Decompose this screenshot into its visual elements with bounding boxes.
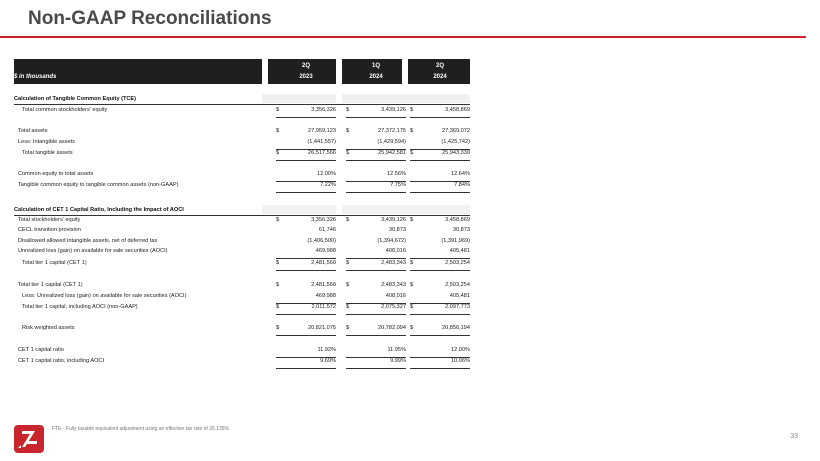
table-cell (410, 325, 470, 336)
cell-value: 2,483,343 (381, 260, 406, 266)
table-cell (346, 238, 406, 248)
cell-value: 7.22% (320, 182, 336, 188)
currency-symbol: $ (346, 282, 350, 288)
cell-value: 405,481 (449, 248, 470, 254)
table-cell (276, 107, 336, 118)
cell-value: (1,391,969) (441, 238, 470, 244)
row-label: Disallowed allowed intangible assets, net of deferred tax (18, 238, 158, 244)
currency-symbol: $ (346, 325, 350, 331)
cell-value: (1,406,500) (307, 238, 336, 244)
column-quarter: 1Q (371, 63, 380, 69)
currency-symbol: $ (346, 304, 350, 310)
cell-value: 2,481,560 (311, 282, 336, 288)
column-year: 2024 (369, 74, 383, 80)
cell-value: 2,483,343 (381, 282, 406, 288)
table-cell (346, 107, 406, 118)
table-cell (276, 248, 336, 259)
currency-symbol: $ (276, 260, 280, 266)
table-cell (346, 150, 406, 161)
table-cell (410, 304, 470, 315)
table-cell (276, 171, 336, 182)
cell-value: (1,441,557) (307, 139, 336, 145)
footnote: FTE - Fully taxable equivalent adjustment using an effective tax rate of 26.135% (52, 426, 229, 432)
cell-value: 408,016 (385, 248, 406, 254)
table-cell (410, 139, 470, 150)
row-label: CECL transition provision (18, 227, 81, 233)
table-cell (410, 293, 470, 304)
table-cell (410, 238, 470, 248)
column-quarter: 2Q (301, 63, 310, 69)
cell-value: (1,394,672) (377, 238, 406, 244)
header-gap (262, 59, 268, 84)
header-gap (336, 59, 342, 84)
currency-symbol: $ (346, 107, 350, 113)
cell-value: 61,746 (318, 227, 336, 233)
table-cell (276, 217, 336, 227)
currency-symbol: $ (410, 325, 414, 331)
currency-symbol: $ (410, 217, 414, 223)
table-cell (410, 347, 470, 358)
cell-value: 9.99% (390, 358, 406, 364)
cell-value: (1,425,742) (441, 139, 470, 145)
table-cell (276, 227, 336, 237)
logo-mark-icon (14, 425, 44, 453)
table-cell (276, 128, 336, 138)
cell-value: 3,458,869 (445, 217, 470, 223)
cell-value: 3,439,126 (381, 217, 406, 223)
cell-value: 9.69% (320, 358, 336, 364)
row-label: Total tier 1 capital, including AOCI (non-GAAP) (22, 304, 138, 310)
table-cell (276, 238, 336, 248)
currency-symbol: $ (276, 150, 280, 156)
row-label: Total tangible assets (22, 150, 73, 156)
currency-symbol: $ (346, 217, 350, 223)
cell-value: 11.95% (387, 347, 406, 353)
company-logo (14, 425, 44, 453)
table-cell (410, 107, 470, 118)
cell-value: 2,097,773 (445, 304, 470, 310)
currency-symbol: $ (276, 304, 280, 310)
cell-value: 2,481,560 (311, 260, 336, 266)
currency-symbol: $ (410, 128, 414, 134)
currency-symbol: $ (276, 128, 280, 134)
row-label: Total common stockholders' equity (22, 107, 108, 113)
cell-value: 408,016 (385, 293, 406, 299)
cell-value: 20,856,194 (442, 325, 470, 331)
column-year: 2024 (433, 74, 447, 80)
cell-value: 405,481 (449, 293, 470, 299)
cell-value: 30,873 (388, 227, 406, 233)
table-cell (346, 128, 406, 138)
table-cell (276, 139, 336, 150)
table-cell (410, 260, 470, 271)
cell-value: 3,356,326 (311, 107, 336, 113)
cell-value: 27,959,123 (308, 128, 336, 134)
table-cell (410, 248, 470, 259)
section-rule (14, 215, 470, 216)
table-cell (346, 227, 406, 237)
table-cell (410, 227, 470, 237)
cell-value: 25,943,330 (442, 150, 470, 156)
table-cell (276, 358, 336, 369)
cell-value: 7.84% (454, 182, 470, 188)
cell-value: 12.00% (317, 171, 336, 177)
section-shade (342, 205, 470, 214)
table-cell (346, 171, 406, 182)
title-rule (0, 36, 806, 38)
section-shade (262, 205, 336, 214)
table-cell (346, 347, 406, 358)
currency-symbol: $ (410, 260, 414, 266)
cell-value: 2,503,254 (445, 282, 470, 288)
row-label: Tangible common equity to tangible common assets (non-GAAP) (18, 182, 179, 188)
table-cell (346, 304, 406, 315)
cell-value: 12.56% (387, 171, 406, 177)
row-label: Total tier 1 capital (CET 1) (22, 260, 87, 266)
column-year: 2023 (299, 74, 313, 80)
currency-symbol: $ (410, 304, 414, 310)
cell-value: 469,988 (315, 293, 336, 299)
table-cell (346, 217, 406, 227)
cell-value: 3,356,326 (311, 217, 336, 223)
row-label: CET 1 capital ratio (18, 347, 64, 353)
row-label: Risk weighted assets (22, 325, 75, 331)
units-label: $ in thousands (14, 74, 57, 80)
table-cell (276, 182, 336, 193)
column-quarter: 2Q (435, 63, 444, 69)
table-cell (276, 282, 336, 292)
currency-symbol: $ (410, 282, 414, 288)
cell-value: 2,075,327 (381, 304, 406, 310)
table-cell (410, 182, 470, 193)
cell-value: 2,011,572 (311, 304, 336, 310)
currency-symbol: $ (276, 107, 280, 113)
table-cell (346, 293, 406, 304)
cell-value: 27,372,175 (378, 128, 406, 134)
row-label: Total stockholders' equity (18, 217, 81, 223)
table-cell (410, 282, 470, 292)
row-label: Less: Intangible assets (18, 139, 75, 145)
table-cell (346, 282, 406, 292)
table-cell (410, 128, 470, 138)
cell-value: 7.75% (390, 182, 406, 188)
currency-symbol: $ (410, 107, 414, 113)
row-label: Unrealized loss (gain) on available for sale securities (AOCI) (18, 248, 168, 254)
section-shade (262, 94, 336, 103)
table-cell (346, 248, 406, 259)
table-cell (276, 325, 336, 336)
page-number: 33 (790, 433, 798, 440)
cell-value: 12.00% (451, 347, 470, 353)
table-cell (410, 171, 470, 182)
section-rule (14, 104, 470, 105)
cell-value: 20,782,094 (378, 325, 406, 331)
currency-symbol: $ (410, 150, 414, 156)
table-cell (410, 217, 470, 227)
cell-value: 3,458,869 (445, 107, 470, 113)
cell-value: 2,503,254 (445, 260, 470, 266)
cell-value: 26,517,566 (308, 150, 336, 156)
currency-symbol: $ (346, 128, 350, 134)
table-cell (346, 358, 406, 369)
section-shade (342, 94, 470, 103)
row-label: Less: Unrealized loss (gain) on available for sale securities (AOCI) (22, 293, 187, 299)
cell-value: 27,369,072 (442, 128, 470, 134)
section-title-cet1: Calculation of CET 1 Capital Ratio, Including the Impact of AOCI (14, 207, 184, 213)
table-cell (346, 325, 406, 336)
cell-value: 3,439,126 (381, 107, 406, 113)
currency-symbol: $ (276, 217, 280, 223)
cell-value: 12.64% (451, 171, 470, 177)
cell-value: 30,873 (452, 227, 470, 233)
currency-symbol: $ (346, 150, 350, 156)
table-cell (346, 182, 406, 193)
table-cell (276, 260, 336, 271)
section-title-tce: Calculation of Tangible Common Equity (TCE) (14, 96, 137, 102)
cell-value: 11.92% (317, 347, 336, 353)
table-cell (410, 358, 470, 369)
cell-value: 10.06% (451, 358, 470, 364)
cell-value: 469,988 (315, 248, 336, 254)
table-cell (276, 304, 336, 315)
row-label: Total tier 1 capital (CET 1) (18, 282, 83, 288)
table-cell (276, 293, 336, 304)
page-title: Non-GAAP Reconciliations (28, 8, 272, 29)
cell-value: (1,429,594) (377, 139, 406, 145)
currency-symbol: $ (276, 282, 280, 288)
table-cell (346, 260, 406, 271)
table-cell (346, 139, 406, 150)
cell-value: 25,942,581 (378, 150, 406, 156)
row-label: Total assets (18, 128, 48, 134)
table-cell (276, 347, 336, 358)
row-label: CET 1 capital ratio, including AOCI (18, 358, 105, 364)
currency-symbol: $ (276, 325, 280, 331)
table-cell (276, 150, 336, 161)
table-cell (410, 150, 470, 161)
cell-value: 20,821,075 (308, 325, 336, 331)
currency-symbol: $ (346, 260, 350, 266)
row-label: Common equity to total assets (18, 171, 94, 177)
